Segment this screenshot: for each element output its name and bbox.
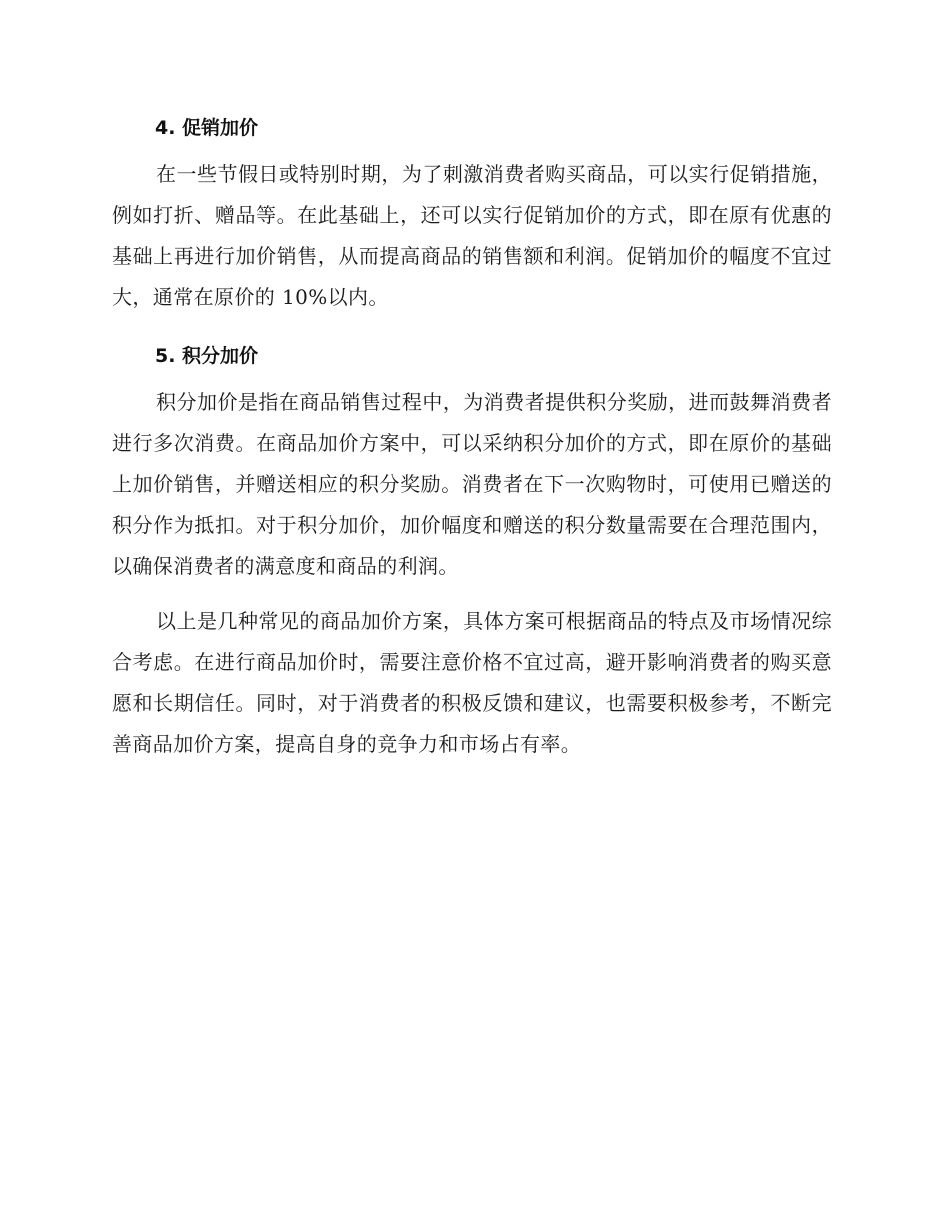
conclusion-paragraph: 以上是几种常见的商品加价方案，具体方案可根据商品的特点及市场情况综合考虑。在进行商品加价时，需要注意价格不宜过高，避开影响消费者的购买意愿和长期信任。同时，对于消费者的积极反馈和建议，也需要积极参考，不断完善商品加价方案，提高自身的竞争力和市场占有率。 — [112, 609, 832, 756]
section-heading-points-markup: 5. 积分加价 — [155, 345, 259, 367]
section-heading-promotion-markup: 4. 促销加价 — [155, 117, 259, 139]
section-paragraph-points-markup: 积分加价是指在商品销售过程中，为消费者提供积分奖励，进而鼓舞消费者进行多次消费。在商品加价方案中，可以采纳积分加价的方式，即在原价的基础上加价销售，并赠送相应的积分奖励。消费者在下一次购物时，可使用已赠送的积分作为抵扣。对于积分加价，加价幅度和赠送的积分数量需要在合理范围内，以确保消费者的满意度和商品的利润。 — [112, 390, 832, 578]
section-paragraph-promotion-markup: 在一些节假日或特别时期，为了刺激消费者购买商品，可以实行促销措施，例如打折、赠品等。在此基础上，还可以实行促销加价的方式，即在原有优惠的基础上再进行加价销售，从而提高商品的销售额和利润。促销加价的幅度不宜过大，通常在原价的 10%以内。 — [112, 162, 832, 309]
document-body — [112, 108, 832, 779]
